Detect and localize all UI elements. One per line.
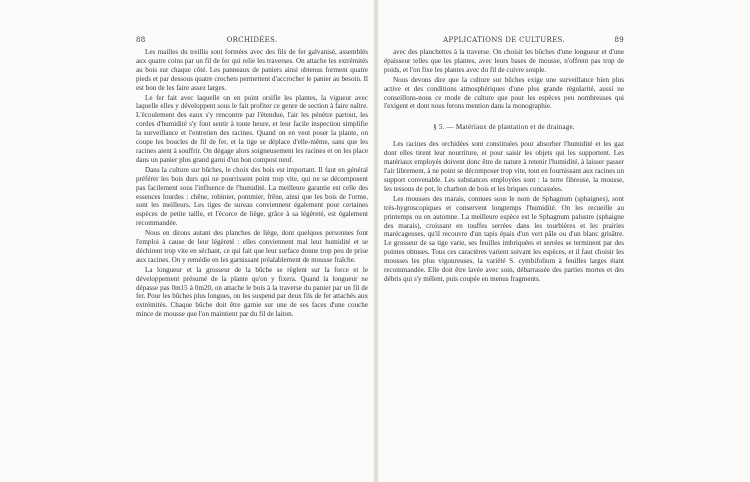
- left-paragraph: Le fer fait avec laquelle on en point orsifle les plantes, la vigueur avec laquelle elles y développent sous le fait profiter ce genre de section à faire naître. L'écoulement des eaux s'y rencontre par l'étendue, l'air les pénètre partout, les cordes d'humidité s'y font sentir à toute heure, et leur facile inspection simplifie la surveillance et l'entretien des racines. Quand on en veut poser la plante, on coupe les boucles de fil de fer, et la tige se déplace d'elle-même, sans que les racines aient à souffrir. On dégage alors soigneusement les racines et on les place dans un panier plus grand garni d'un bon compost neuf.: [136, 93, 368, 164]
- right-paragraph: avec des planchettes à la traverse. On choisit les bûches d'une longueur et d'une épaisseur telles que les plantes, avec leurs bases de mousse, n'offrent pas trop de poids, et l'on fixe les plantes avec du fil de cuivre souple.: [384, 48, 624, 74]
- right-page: [384, 0, 624, 482]
- left-body-text: [136, 48, 368, 319]
- book-gutter: [373, 0, 379, 482]
- left-running-head: [136, 34, 368, 48]
- left-page: [136, 0, 368, 482]
- right-body-text-continued: [384, 140, 624, 284]
- left-paragraph: Les mailles du treillis sont formées avec des fils de fer galvanisé, assemblés aux quatre coins par un fil de fer qui relie les traverses. On attache les extrémités au bois sur chaque côté. Les panneaux de paniers ainsi obtenus forment quatre pieds et par dessous quatre crochets permettent d'accrocher le panier au besoin. Il est bon de les faire assez larges.: [136, 48, 368, 92]
- left-page-number: 88: [136, 36, 146, 44]
- right-page-number: 89: [614, 36, 624, 44]
- left-paragraph: Nous en dirons autant des planches de liège, dont quelques personnes font l'emploi à cause de leur légèreté : elles conviennent mal leur humidité et se déchirent trop vite en séchant, ce qui fait que leur surface donne trop peu de prise aux racines. On y remédie en les garnissant préalablement de mousse fraîche.: [136, 229, 368, 264]
- right-paragraph: Les mousses des marais, connues sous le nom de Sphagnum (sphaignes), sont très-hygroscopiques et conservent longtemps l'humidité. On les recueille au printemps ou en automne. La meilleure espèce est le Sphagnum palustre (sphaigne des marais), croissant en touffes serrées dans les tourbières et les prairies marécageuses, qu'il recouvre d'un tapis épais d'un vert pâle ou d'un blanc grisâtre. Le grosseur de sa tige varie, ses feuilles imbriquées et serrées se terminent par des pointes obtuses. Tous ces caractères varient suivant les espèces, et il faut choisir les mousses les plus vigoureuses, la variété S. cymbifolium à feuilles larges étant recommandée. Elle doit être lavée avec soin, débarrassée des parties mortes et des débris qui s'y mêlent, puis coupée en menus fragments.: [384, 194, 624, 283]
- right-running-title: APPLICATIONS DE CULTURES.: [443, 36, 565, 44]
- right-body-text: [384, 48, 624, 111]
- left-paragraph: La longueur et la grosseur de la bûche se règlent sur la force et le développement présumé de la plante qu'on y fixera. Quand la longueur ne dépasse pas 0m15 à 0m20, on attache le bois à la traverse du panier par un fil de fer. Pour les bûches plus longues, on les suspend par deux fils de fer attachés aux extrémités. Chaque bûche doit être garnie sur une de ses faces d'une couche mince de mousse que l'on maintient par du fil de laiton.: [136, 265, 368, 319]
- right-paragraph: Les racines des orchidées sont constituées pour absorber l'humidité et les gaz dont elles tirent leur nourriture, et pour saisir les objets qui les supportent. Les matériaux employés doivent donc être de nature à retenir l'humidité, à laisser passer l'air librement, à ne point se décomposer trop vite, tout en fournissant aux racines un support convenable. Les substances employées sont : la terre fibreuse, la mousse, les tessons de pot, le charbon de bois et les briques concassées.: [384, 140, 624, 193]
- left-running-title: ORCHIDÉES.: [226, 36, 278, 44]
- right-running-head: [384, 34, 624, 48]
- left-paragraph: Dans la culture sur bûches, le choix des bois est important. Il faut en général préférer les bois durs qui ne pourrissent point trop vite, qui ne se décomposent pas facilement sous l'influence de l'humidité. La meilleure garantie est celle des essences lourdes : chêne, robinier, pommier, frêne, ainsi que les bois de l'orme, sont les meilleurs. Les tiges de sureau conviennent également pour certaines espèces de petite taille, et l'écorce de liège, grâce à sa légèreté, est également recommandée.: [136, 165, 368, 228]
- section-heading: § 5. — Matériaux de plantation et de drainage.: [433, 123, 575, 132]
- right-paragraph: Nous devons dire que la culture sur bûches exige une surveillance bien plus active et des conditions atmosphériques d'une plus grande régularité, aussi ne conseillons-nous ce mode de culture que pour les espèces peu nombreuses qui l'exigent et dont nous ferons mention dans la monographie.: [384, 75, 624, 111]
